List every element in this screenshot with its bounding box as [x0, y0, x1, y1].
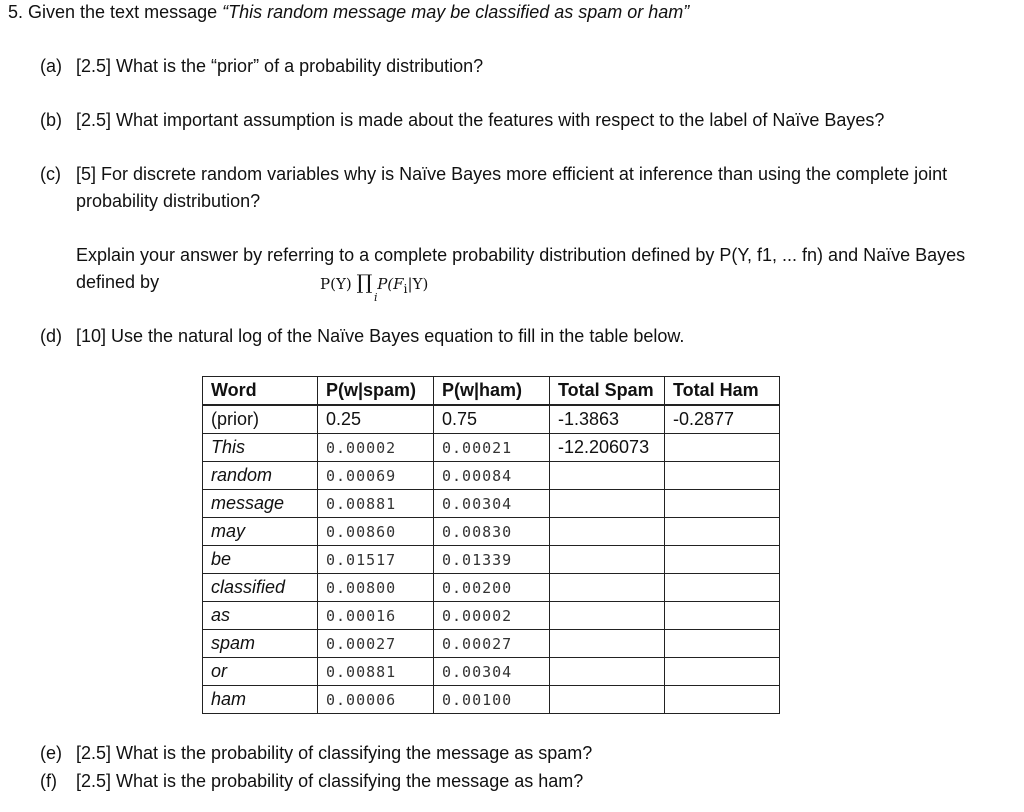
part-e: [40, 743, 592, 764]
part-f-label: (f): [40, 771, 57, 791]
part-c-explain1: Explain your answer by referring to a complete probability distribution defined by P(Y, f1, ... fn) and Naïve Bayes: [76, 245, 966, 265]
p-ham-cell: 0.00304: [434, 658, 550, 686]
part-d: [40, 326, 684, 347]
total-ham-cell[interactable]: -0.2877: [665, 405, 780, 434]
part-e-text: [2.5] What is the probability of classifying the message as spam?: [76, 743, 593, 763]
total-spam-cell[interactable]: [550, 490, 665, 518]
total-ham-cell[interactable]: [665, 630, 780, 658]
total-ham-cell[interactable]: [665, 602, 780, 630]
naive-bayes-formula: [320, 270, 429, 304]
formula-given: |Y): [407, 275, 429, 293]
total-ham-cell[interactable]: [665, 490, 780, 518]
total-ham-cell[interactable]: [665, 546, 780, 574]
word-cell: or: [203, 658, 318, 686]
p-spam-cell: 0.00881: [318, 490, 434, 518]
word-cell: This: [203, 434, 318, 462]
part-a-text: [2.5] What is the “prior” of a probability distribution?: [76, 56, 484, 76]
p-ham-cell: 0.01339: [434, 546, 550, 574]
p-ham-cell: 0.00200: [434, 574, 550, 602]
part-d-text: [10] Use the natural log of the Naïve Bayes equation to fill in the table below.: [76, 326, 685, 346]
total-spam-cell[interactable]: [550, 462, 665, 490]
table-row: [203, 490, 780, 518]
table-header-row: [203, 377, 780, 406]
part-b-text: [2.5] What important assumption is made about the features with respect to the label of Naïve Bayes?: [76, 110, 885, 130]
part-d-label: (d): [40, 326, 62, 346]
word-cell: message: [203, 490, 318, 518]
word-cell: spam: [203, 630, 318, 658]
header-p-spam: P(w|spam): [318, 377, 434, 406]
total-ham-cell[interactable]: [665, 574, 780, 602]
part-a-label: (a): [40, 56, 62, 76]
p-ham-cell: 0.00100: [434, 686, 550, 714]
p-ham-cell: 0.00830: [434, 518, 550, 546]
total-spam-cell[interactable]: [550, 658, 665, 686]
naive-bayes-table: [202, 376, 780, 714]
formula-py: P(Y): [320, 275, 352, 293]
table-row: [203, 434, 780, 462]
word-cell: may: [203, 518, 318, 546]
part-f: [40, 771, 583, 792]
p-ham-cell: 0.75: [434, 405, 550, 434]
part-b-label: (b): [40, 110, 62, 130]
question-message: “This random message may be classified as spam or ham”: [222, 2, 690, 22]
table-row: [203, 546, 780, 574]
product-symbol: ∏: [356, 270, 373, 294]
p-spam-cell: 0.00860: [318, 518, 434, 546]
p-spam-cell: 0.00027: [318, 630, 434, 658]
word-cell: as: [203, 602, 318, 630]
table-row: [203, 630, 780, 658]
part-c: [40, 164, 947, 185]
question-title: [8, 2, 689, 23]
word-cell: ham: [203, 686, 318, 714]
total-spam-cell[interactable]: [550, 518, 665, 546]
word-cell: random: [203, 462, 318, 490]
p-ham-cell: 0.00027: [434, 630, 550, 658]
total-ham-cell[interactable]: [665, 658, 780, 686]
total-ham-cell[interactable]: [665, 686, 780, 714]
word-cell: (prior): [203, 405, 318, 434]
part-e-label: (e): [40, 743, 62, 763]
question-prefix: 5. Given the text message: [8, 2, 223, 22]
p-spam-cell: 0.00002: [318, 434, 434, 462]
table-row: [203, 518, 780, 546]
total-spam-cell[interactable]: [550, 686, 665, 714]
p-spam-cell: 0.00016: [318, 602, 434, 630]
total-spam-cell[interactable]: -1.3863: [550, 405, 665, 434]
total-spam-cell[interactable]: -12.206073: [550, 434, 665, 462]
header-total-spam: Total Spam: [550, 377, 665, 406]
p-spam-cell: 0.01517: [318, 546, 434, 574]
table-row: [203, 686, 780, 714]
total-ham-cell[interactable]: [665, 462, 780, 490]
p-ham-cell: 0.00084: [434, 462, 550, 490]
total-ham-cell[interactable]: [665, 434, 780, 462]
part-c-explain2: defined by: [76, 272, 160, 292]
header-word: Word: [203, 377, 318, 406]
p-spam-cell: 0.00006: [318, 686, 434, 714]
part-c-line1: [5] For discrete random variables why is Naïve Bayes more efficient at inference than using the complete joint: [76, 164, 948, 184]
part-b: [40, 110, 884, 131]
part-c-line2: probability distribution?: [76, 191, 261, 211]
part-f-text: [2.5] What is the probability of classifying the message as ham?: [76, 771, 584, 791]
p-spam-cell: 0.00069: [318, 462, 434, 490]
table-row: [203, 405, 780, 434]
total-ham-cell[interactable]: [665, 518, 780, 546]
header-p-ham: P(w|ham): [434, 377, 550, 406]
table-row: [203, 602, 780, 630]
table-row: [203, 462, 780, 490]
table-row: [203, 658, 780, 686]
word-cell: classified: [203, 574, 318, 602]
p-spam-cell: 0.00881: [318, 658, 434, 686]
word-cell: be: [203, 546, 318, 574]
total-spam-cell[interactable]: [550, 546, 665, 574]
p-ham-cell: 0.00002: [434, 602, 550, 630]
formula-fi-sub: i: [403, 281, 408, 296]
header-total-ham: Total Ham: [665, 377, 780, 406]
formula-pfi: P(F: [377, 275, 404, 293]
p-ham-cell: 0.00021: [434, 434, 550, 462]
p-ham-cell: 0.00304: [434, 490, 550, 518]
total-spam-cell[interactable]: [550, 602, 665, 630]
total-spam-cell[interactable]: [550, 574, 665, 602]
part-a: [40, 56, 483, 77]
table-row: [203, 574, 780, 602]
total-spam-cell[interactable]: [550, 630, 665, 658]
p-spam-cell: 0.00800: [318, 574, 434, 602]
p-spam-cell: 0.25: [318, 405, 434, 434]
formula-index: i: [374, 291, 378, 304]
part-c-label: (c): [40, 164, 61, 184]
